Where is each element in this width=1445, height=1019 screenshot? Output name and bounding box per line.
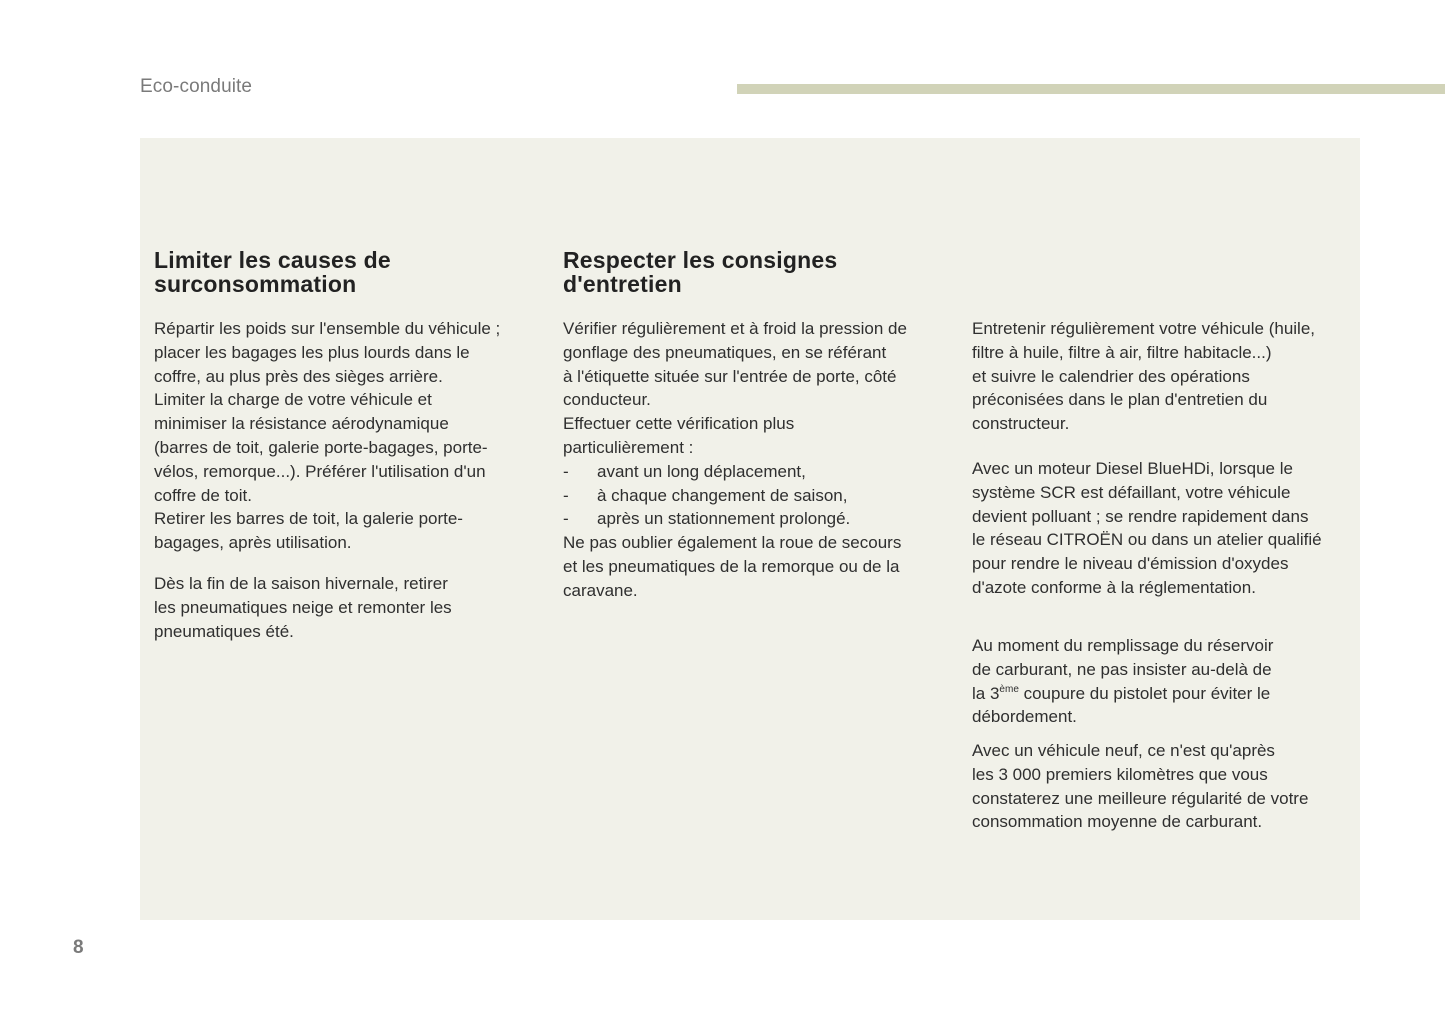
- text-line: d'azote conforme à la réglementation.: [972, 577, 1256, 597]
- text-line: de carburant, ne pas insister au-delà de: [972, 659, 1272, 679]
- section-title: Eco-conduite: [140, 76, 253, 97]
- text-line: Avec un moteur Diesel BlueHDi, lorsque le: [972, 459, 1293, 478]
- text-line: (barres de toit, galerie porte-bagages, porte-: [154, 437, 488, 457]
- text-line: coffre, au plus près des sièges arrière.: [154, 366, 443, 386]
- paragraph-new-vehicle: [972, 739, 1308, 834]
- paragraph-bluehdi-scr: [972, 457, 1322, 600]
- text-line: Retirer les barres de toit, la galerie porte-: [154, 509, 463, 529]
- text-line: Dès la fin de la saison hivernale, retirer: [154, 574, 448, 593]
- text-line: constaterez une meilleure régularité de votre: [972, 788, 1309, 808]
- paragraph-tyre-pressure: [563, 317, 907, 603]
- dash-marker: -: [563, 461, 569, 481]
- text-line: consommation moyenne de carburant.: [972, 812, 1263, 832]
- text-line: pour rendre le niveau d'émission d'oxydes: [972, 554, 1289, 574]
- text-line: Avec un véhicule neuf, ce n'est qu'après: [972, 741, 1275, 760]
- text-line: [972, 682, 1273, 706]
- text-line: minimiser la résistance aérodynamique: [154, 414, 449, 434]
- text-line: gonflage des pneumatiques, en se référant: [563, 342, 887, 362]
- text-line: Au moment du remplissage du réservoir: [972, 636, 1274, 655]
- heading-line: Respecter les consignes: [563, 247, 838, 273]
- text-line: Entretenir régulièrement votre véhicule (huile,: [972, 319, 1316, 338]
- paragraph-service-schedule: [972, 317, 1315, 436]
- bullet-text: avant un long déplacement,: [597, 461, 806, 481]
- bullet-text: après un stationnement prolongé.: [597, 509, 851, 529]
- text-line: Répartir les poids sur l'ensemble du véhicule ;: [154, 319, 501, 338]
- paragraph-winter-tyres: [154, 572, 452, 643]
- text-line: les pneumatiques neige et remonter les: [154, 597, 452, 617]
- page-number: 8: [73, 937, 84, 958]
- text-line: coffre de toit.: [154, 485, 252, 505]
- heading-overconsumption: [154, 248, 391, 296]
- text-line: filtre à huile, filtre à air, filtre habitacle...): [972, 342, 1272, 362]
- header-accent-bar: [737, 84, 1445, 94]
- heading-line: Limiter les causes de: [154, 247, 391, 273]
- dash-marker: -: [563, 485, 569, 505]
- text-line: le réseau CITROËN ou dans un atelier qualifié: [972, 530, 1322, 550]
- text-line: préconisées dans le plan d'entretien du: [972, 390, 1268, 410]
- text-line: vélos, remorque...). Préférer l'utilisation d'un: [154, 461, 486, 481]
- text-line: Limiter la charge de votre véhicule et: [154, 390, 432, 410]
- text-line: pneumatiques été.: [154, 621, 294, 641]
- bullet-text: à chaque changement de saison,: [597, 485, 848, 505]
- heading-maintenance: [563, 248, 837, 296]
- text-line: Effectuer cette vérification plus: [563, 414, 795, 434]
- bullet-item: [563, 507, 907, 531]
- text-line: Vérifier régulièrement et à froid la pression de: [563, 319, 907, 338]
- bullet-item: [563, 484, 907, 508]
- text-line: constructeur.: [972, 414, 1070, 434]
- paragraph-load: [154, 317, 500, 555]
- ordinal-superscript: ème: [999, 683, 1019, 695]
- text-line: et suivre le calendrier des opérations: [972, 366, 1250, 386]
- heading-line: surconsommation: [154, 271, 357, 297]
- text-line: particulièrement :: [563, 437, 694, 457]
- text-line: à l'étiquette située sur l'entrée de porte, côté: [563, 366, 897, 386]
- text-line: placer les bagages les plus lourds dans le: [154, 342, 470, 362]
- text-line: système SCR est défaillant, votre véhicule: [972, 482, 1291, 502]
- text-line: caravane.: [563, 580, 638, 600]
- text-line: bagages, après utilisation.: [154, 533, 352, 553]
- text-fragment: coupure du pistolet pour éviter le: [1018, 683, 1271, 703]
- text-line: devient polluant ; se rendre rapidement dans: [972, 506, 1309, 526]
- text-line: et les pneumatiques de la remorque ou de la: [563, 556, 900, 576]
- text-line: Ne pas oublier également la roue de secours: [563, 533, 902, 553]
- dash-marker: -: [563, 509, 569, 529]
- text-fragment: la 3: [972, 683, 1000, 703]
- bullet-item: [563, 460, 907, 484]
- text-line: conducteur.: [563, 390, 651, 410]
- content-panel: [140, 138, 1360, 920]
- heading-line: d'entretien: [563, 271, 682, 297]
- paragraph-refuelling: [972, 634, 1273, 729]
- text-line: les 3 000 premiers kilomètres que vous: [972, 764, 1268, 784]
- text-line: débordement.: [972, 707, 1077, 727]
